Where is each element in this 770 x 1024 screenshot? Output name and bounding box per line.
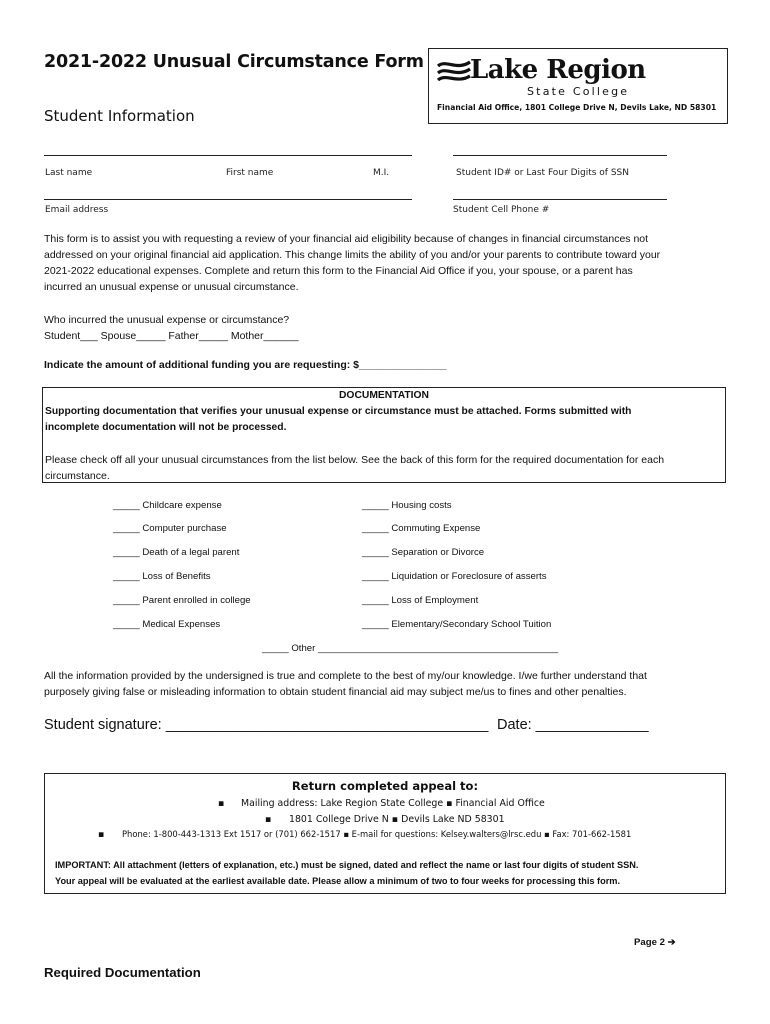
documentation-warning (45, 404, 735, 436)
circumstance-item[interactable]: _____ Medical Expenses (113, 619, 221, 630)
certification-paragraph (44, 668, 734, 700)
email-label: Email address (45, 205, 109, 215)
wave-logo-icon (437, 58, 471, 84)
section-heading-student-info: Student Information (44, 107, 195, 125)
required-documentation-heading: Required Documentation (44, 965, 201, 980)
mi-label: M.I. (373, 168, 390, 178)
incurred-section (44, 312, 734, 344)
cell-phone-label: Student Cell Phone # (453, 205, 550, 215)
certification-line: purposely giving false or misleading information to obtain student financial aid may subject me/us to fines and other penalties. (44, 686, 627, 698)
incurred-options[interactable]: Student___ Spouse_____ Father_____ Mother______ (44, 330, 299, 342)
name-line[interactable] (44, 155, 412, 156)
intro-paragraph (44, 231, 734, 295)
date-field[interactable]: Date: ______________ (497, 717, 649, 733)
circumstance-item[interactable]: _____ Computer purchase (113, 523, 227, 534)
incurred-question: Who incurred the unusual expense or circumstance? (44, 314, 290, 326)
last-name-label: Last name (45, 168, 93, 178)
circumstance-item[interactable]: _____ Parent enrolled in college (113, 595, 251, 606)
intro-line: 2021-2022 educational expenses. Complete and return this form to the Financial Aid Office if you, your spouse, or a parent has (44, 265, 633, 277)
certification-line: All the information provided by the undersigned is true and complete to the best of my/our knowledge. I/we further understand that (44, 670, 647, 682)
circumstance-item[interactable]: _____ Commuting Expense (362, 523, 481, 534)
circumstance-item[interactable]: _____ Separation or Divorce (362, 547, 485, 558)
intro-line: incurred an unusual expense or unusual circumstance. (44, 281, 299, 293)
circumstance-item[interactable]: _____ Liquidation or Foreclosure of asserts (362, 571, 547, 582)
first-name-label: First name (226, 168, 274, 178)
cell-phone-line[interactable] (453, 199, 667, 200)
street-address: 1801 College Drive N ▪ Devils Lake ND 58301 (289, 814, 505, 825)
circumstance-item[interactable]: _____ Elementary/Secondary School Tuition (362, 619, 552, 630)
bullet-icon: ▪ (218, 798, 225, 809)
email-line[interactable] (44, 199, 412, 200)
return-heading: Return completed appeal to: (291, 779, 479, 793)
college-subname: State College (527, 85, 630, 98)
warning-line: incomplete documentation will not be processed. (45, 422, 287, 433)
documentation-heading: DOCUMENTATION (339, 390, 429, 401)
college-name: Lake Region (470, 55, 646, 85)
contact-info: Phone: 1-800-443-1313 Ext 1517 or (701) 662-1517 ▪ E-mail for questions: Kelsey.walters@lrsc.edu ▪ Fax: 701-662-1581 (122, 829, 632, 839)
mailing-address: Mailing address: Lake Region State College ▪ Financial Aid Office (241, 798, 545, 809)
bullet-icon: ▪ (98, 829, 105, 840)
documentation-instruction (45, 452, 735, 484)
bullet-icon: ▪ (265, 814, 272, 825)
page-indicator: Page 2 ➔ (634, 937, 676, 948)
circumstance-item[interactable]: _____ Loss of Benefits (113, 571, 211, 582)
important-line: Your appeal will be evaluated at the earliest available date. Please allow a minimum of two to four weeks for processing this form. (55, 876, 621, 886)
important-line: IMPORTANT: All attachment (letters of explanation, etc.) must be signed, dated and reflect the name or last four digits of student SSN. (55, 860, 639, 870)
circumstance-item[interactable]: _____ Housing costs (362, 500, 452, 511)
circumstance-item[interactable]: _____ Death of a legal parent (113, 547, 240, 558)
student-id-label: Student ID# or Last Four Digits of SSN (456, 168, 629, 178)
funding-request[interactable]: Indicate the amount of additional funding you are requesting: $_______________ (44, 359, 447, 371)
intro-line: This form is to assist you with requesting a review of your financial aid eligibility because of changes in financial circumstances not (44, 233, 649, 245)
instruction-line: circumstance. (45, 470, 110, 482)
circumstance-item[interactable]: _____ Loss of Employment (362, 595, 479, 606)
circumstance-item[interactable]: _____ Childcare expense (113, 500, 222, 511)
student-signature-field[interactable]: Student signature: ________________________________________ (44, 717, 489, 733)
warning-line: Supporting documentation that verifies your unusual expense or circumstance must be attached. Forms submitted with (45, 406, 632, 417)
form-title: 2021-2022 Unusual Circumstance Form (44, 52, 424, 72)
circumstance-other[interactable]: _____ Other _____________________________________________ (262, 643, 559, 654)
instruction-line: Please check off all your unusual circumstances from the list below. See the back of this form for the required documentation for each (45, 454, 665, 466)
important-note (55, 857, 715, 889)
office-address: Financial Aid Office, 1801 College Drive N, Devils Lake, ND 58301 (437, 103, 717, 112)
intro-line: addressed on your original financial aid application. This change limits the ability of you and/or your parents to contribute toward your (44, 249, 661, 261)
student-id-line[interactable] (453, 155, 667, 156)
